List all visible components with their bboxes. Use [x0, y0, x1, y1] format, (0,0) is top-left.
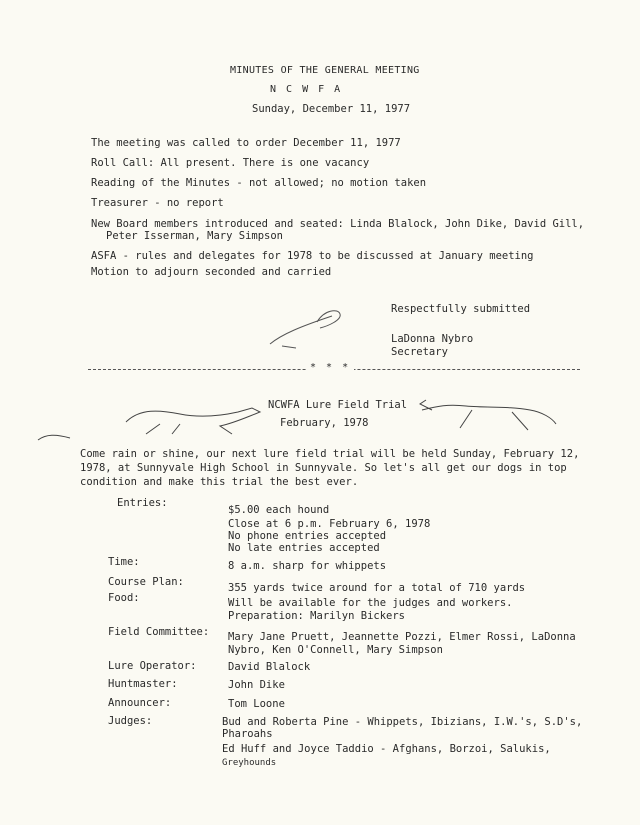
time-label: Time:: [108, 556, 140, 568]
food-value: Will be available for the judges and workers.: [228, 597, 513, 609]
trial-title: NCWFA Lure Field Trial: [268, 399, 408, 411]
food-value: Preparation: Marilyn Bickers: [228, 610, 406, 622]
announcer-label: Announcer:: [108, 697, 172, 709]
greyhound-illustration-right: [412, 396, 562, 436]
trial-intro-line: 1978, at Sunnyvale High School in Sunnyvale. So let's all get our dogs in top: [80, 462, 567, 474]
huntmaster-label: Huntmaster:: [108, 678, 178, 690]
trial-intro-line: Come rain or shine, our next lure field trial will be held Sunday, February 12,: [80, 448, 580, 460]
entries-value: $5.00 each hound: [228, 504, 330, 516]
time-value: 8 a.m. sharp for whippets: [228, 560, 387, 572]
food-label: Food:: [108, 592, 140, 604]
judges-value: Ed Huff and Joyce Taddio - Afghans, Borzoi, Salukis,: [222, 743, 551, 755]
lure-operator-label: Lure Operator:: [108, 660, 197, 672]
organization-name: N C W F A: [270, 84, 343, 95]
field-committee-value: Mary Jane Pruett, Jeannette Pozzi, Elmer Rossi, LaDonna: [228, 631, 576, 643]
minutes-item: Treasurer - no report: [91, 197, 224, 209]
signer-name: LaDonna Nybro: [391, 333, 474, 345]
trial-intro-line: condition and make this trial the best ever.: [80, 476, 359, 488]
entries-label: Entries:: [117, 497, 168, 509]
entries-value: No late entries accepted: [228, 542, 380, 554]
judges-value: Greyhounds: [222, 758, 277, 768]
lure-line-icon: [36, 432, 76, 444]
course-plan-value: 355 yards twice around for a total of 710 yards: [228, 582, 526, 594]
minutes-item: The meeting was called to order December 11, 1977: [91, 137, 401, 149]
field-committee-label: Field Committee:: [108, 626, 210, 638]
announcer-value: Tom Loone: [228, 698, 285, 710]
separator-stars: * * *: [306, 362, 354, 373]
greyhound-illustration-left: [120, 402, 270, 438]
minutes-item: New Board members introduced and seated: Linda Blalock, John Dike, David Gill,: [91, 218, 585, 230]
entries-value: Close at 6 p.m. February 6, 1978: [228, 518, 431, 530]
meeting-date: Sunday, December 11, 1977: [252, 103, 411, 115]
lure-operator-value: David Blalock: [228, 661, 311, 673]
minutes-item: Peter Isserman, Mary Simpson: [106, 230, 284, 242]
signer-title: Secretary: [391, 346, 448, 358]
minutes-item: ASFA - rules and delegates for 1978 to be discussed at January meeting: [91, 250, 534, 262]
judges-label: Judges:: [108, 715, 153, 727]
minutes-item: Roll Call: All present. There is one vacancy: [91, 157, 370, 169]
judges-value: Bud and Roberta Pine - Whippets, Ibizians, I.W.'s, S.D's,: [222, 716, 583, 728]
minutes-item: Reading of the Minutes - not allowed; no motion taken: [91, 177, 427, 189]
field-committee-value: Nybro, Ken O'Connell, Mary Simpson: [228, 644, 443, 656]
course-plan-label: Course Plan:: [108, 576, 184, 588]
minutes-item: Motion to adjourn seconded and carried: [91, 266, 332, 278]
closing-text: Respectfully submitted: [391, 303, 531, 315]
judges-value: Pharoahs: [222, 728, 273, 740]
huntmaster-value: John Dike: [228, 679, 285, 691]
signature-image: [262, 304, 372, 354]
minutes-title: MINUTES OF THE GENERAL MEETING: [230, 65, 420, 76]
entries-value: No phone entries accepted: [228, 530, 387, 542]
trial-date: February, 1978: [280, 417, 369, 429]
